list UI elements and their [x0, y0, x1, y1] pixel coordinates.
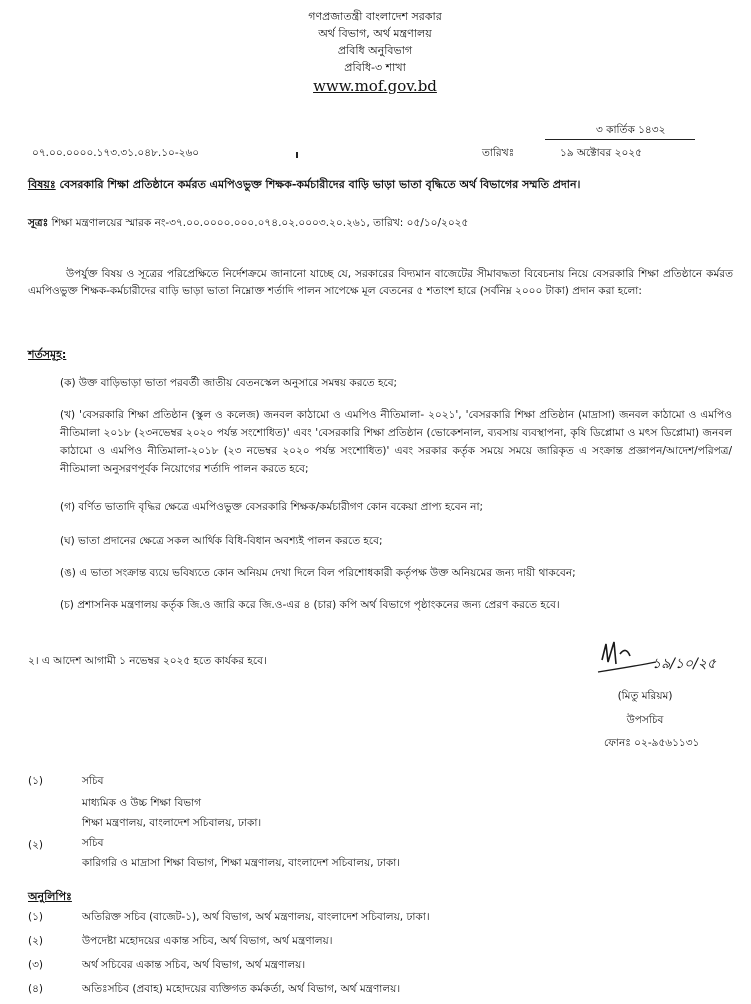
date-bangla: ৩ কার্তিক ১৪৩২	[596, 124, 666, 136]
conditions-title: শর্তসমূহ:	[28, 348, 67, 361]
condition-item: (চ) প্রশাসনিক মন্ত্রণালয় কর্তৃক জি.ও জারি করে জি.ও-এর ৪ (চার) কপি অর্থ বিভাগে পৃষ্ঠাংকনের জন্য প্রেরণ করতে হবে।	[60, 599, 560, 611]
copy-recipient: অতিরিক্ত সচিব (বাজেট-১), অর্থ বিভাগ, অর্থ মন্ত্রণালয়, বাংলাদেশ সচিবালয়, ঢাকা।	[82, 911, 430, 923]
recipient-division: কারিগরি ও মাদ্রাসা শিক্ষা বিভাগ, শিক্ষা মন্ত্রণালয়, বাংলাদেশ সচিবালয়, ঢাকা।	[82, 857, 401, 869]
condition-item: (ঘ) ভাতা প্রদানের ক্ষেত্রে সকল আর্থিক বিধি-বিধান অবশ্যই পালন করতে হবে;	[60, 535, 383, 547]
copy-number: (১)	[28, 911, 44, 923]
signatory-name: (মিতু মরিয়ম)	[617, 690, 673, 702]
condition-item: (খ) 'বেসরকারি শিক্ষা প্রতিষ্ঠান (স্কুল ও কলেজ) জনবল কাঠামো ও এমপিও নীতিমালা- ২০২১', 'বেসরকারি শিক্ষা প্রতিষ্ঠান (মাদ্রাসা) জনবল কাঠামো ও এমপিও নীতিমালা ২০১৮ (২৩নভেম্বর ২০২০ পর্যন্ত সংশোধিত)' এবং 'বেসরকারি শিক্ষা প্রতিষ্ঠান (ভোকেশনাল, ব্যবসায় ব্যবস্থাপনা, কৃষি ডিপ্লোমা ও মৎস ডিপ্লোমা) জনবল কাঠামো ও এমপিও নীতিমালা-২০১৮ (২৩ নভেম্বর ২০২০ পর্যন্ত সংশোধিত)' এবং সরকার কর্তৃক সময়ে সময়ে জারিকৃত এ সংক্রান্ত প্রজ্ঞাপন/আদেশ/পরিপত্র/নীতিমালা অনুসরণপূর্বক নিয়োগের শর্তাদি পালন করতে হবে;	[60, 409, 732, 475]
punch-mark	[296, 152, 298, 158]
division-name: অর্থ বিভাগ, অর্থ মন্ত্রণালয়	[318, 27, 432, 40]
copy-number: (৪)	[28, 983, 44, 995]
govt-name: গণপ্রজাতন্ত্রী বাংলাদেশ সরকার	[308, 10, 442, 23]
memo-number: ০৭.০০.০০০০.১৭৩.৩১.০৪৮.১০-২৬০	[32, 147, 200, 159]
copy-number: (২)	[28, 935, 44, 947]
condition-item: (ঙ) এ ভাতা সংক্রান্ত ব্যয়ে ভবিষ্যতে কোন অনিয়ম দেখা দিলে বিল পরিশোধকারী কর্তৃপক্ষ উক্ত অনিয়মের জন্য দায়ী থাকবেন;	[60, 567, 576, 579]
condition-item: (ক) উক্ত বাড়িভাড়া ভাতা পরবর্তী জাতীয় বেতনস্কেল অনুসারে সমন্বয় করতে হবে;	[60, 377, 398, 389]
reference-text: শিক্ষা মন্ত্রণালয়ের স্মারক নং-৩৭.০০.০০০০.০০০.০৭৪.০২.০০০৩.২০.২৬১, তারিখ: ০৫/১০/২০২৫	[51, 217, 469, 229]
letterhead	[230, 8, 520, 95]
handwritten-date: ১৯/১০/২৫	[652, 656, 716, 672]
wing-name: প্রবিধি অনুবিভাগ	[337, 44, 413, 57]
recipient-title: সচিব	[82, 837, 104, 849]
date-label: তারিখঃ	[482, 147, 515, 159]
distribution-recipient	[82, 772, 261, 832]
distribution-number: (১)	[28, 775, 44, 787]
copy-recipient: উপদেষ্টা মহোদয়ের একান্ত সচিব, অর্থ বিভাগ, অর্থ মন্ত্রণালয়।	[82, 935, 333, 947]
effective-date-line: ২। এ আদেশ আগামী ১ নভেম্বর ২০২৫ হতে কার্যকর হবে।	[28, 655, 267, 667]
section-name: প্রবিধি-৩ শাখা	[344, 61, 406, 74]
condition-item: (গ) বর্ণিত ভাতাদি বৃদ্ধির ক্ষেত্রে এমপিওভুক্ত বেসরকারি শিক্ষক/কর্মচারীগণ কোন বকেয়া প্রাপ্য হবেন না;	[60, 501, 484, 513]
subject-line	[28, 176, 728, 195]
reference-line	[28, 216, 468, 233]
reference-label: সূত্রঃ	[28, 217, 49, 229]
subject-text: বেসরকারি শিক্ষা প্রতিষ্ঠানে কর্মরত এমপিওভুক্ত শিক্ষক-কর্মচারীদের বাড়ি ভাড়া ভাতা বৃদ্ধিতে অর্থ বিভাগের সম্মতি প্রদান।	[59, 178, 581, 191]
recipient-title: সচিব	[82, 775, 104, 787]
recipient-ministry: শিক্ষা মন্ত্রণালয়, বাংলাদেশ সচিবালয়, ঢাকা।	[82, 817, 262, 829]
signatory-designation: উপসচিব	[626, 714, 664, 726]
subject-label: বিষয়ঃ	[28, 178, 56, 191]
signatory-phone: ফোনঃ ০২-৯৫৬১১৩১	[604, 737, 700, 749]
distribution-recipient	[82, 834, 400, 872]
copy-number: (৩)	[28, 959, 44, 971]
body-paragraph: উপর্যুক্ত বিষয় ও সূত্রের পরিপ্রেক্ষিতে নির্দেশক্রমে জানানো যাচ্ছে যে, সরকারের বিদ্যমান বাজেটের সীমাবদ্ধতা বিবেচনায় নিয়ে বেসরকারি শিক্ষা প্রতিষ্ঠানে কর্মরত এমপিওভুক্ত শিক্ষক-কর্মচারীদের বাড়ি ভাড়া ভাতা নিম্নোক্ত শর্তাদি পালন সাপেক্ষে মূল বেতনের ৫ শতাংশ হারে (সর্বনিম্ন ২০০০ টাকা) প্রদান করা হলো:	[28, 268, 733, 297]
copy-recipient: অতিঃসচিব (প্রবাহ) মহোদয়ের ব্যক্তিগত কর্মকর্তা, অর্থ বিভাগ, অর্থ মন্ত্রণালয়।	[82, 983, 401, 995]
date-divider	[545, 139, 695, 140]
copy-recipient: অর্থ সচিবের একান্ত সচিব, অর্থ বিভাগ, অর্থ মন্ত্রণালয়।	[82, 959, 306, 971]
distribution-number: (২)	[28, 839, 44, 851]
date-english: ১৯ অক্টোবর ২০২৫	[560, 147, 642, 159]
website-link[interactable]: www.mof.gov.bd	[313, 77, 437, 95]
copies-title: অনুলিপিঃ	[28, 890, 72, 903]
recipient-division: মাধ্যমিক ও উচ্চ শিক্ষা বিভাগ	[82, 797, 202, 809]
